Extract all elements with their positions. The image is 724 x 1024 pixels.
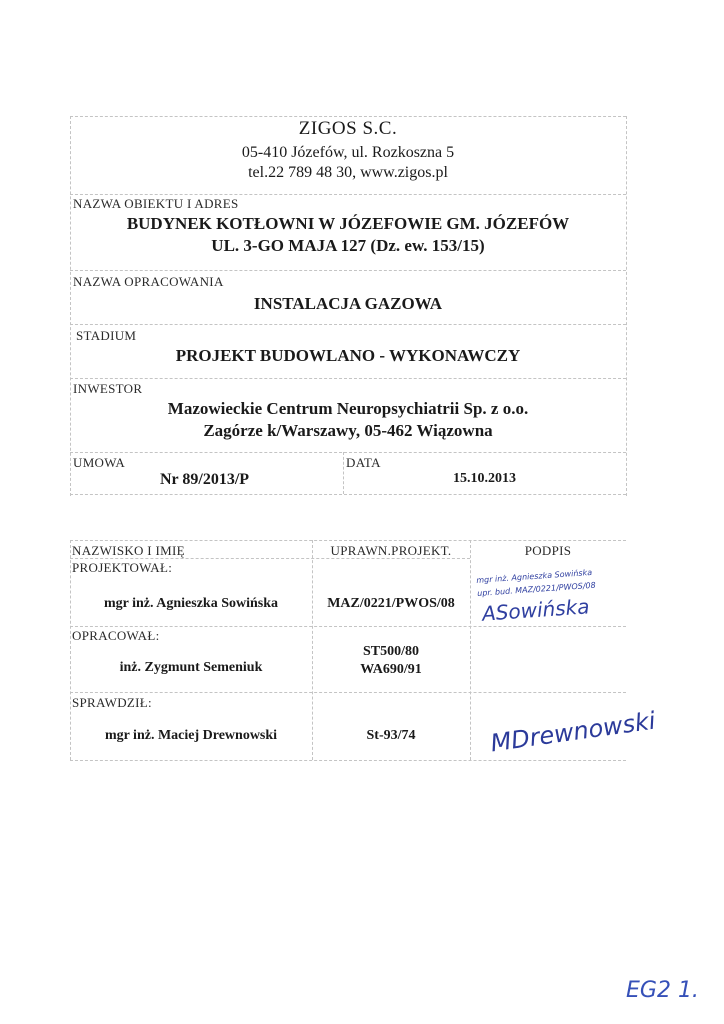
frame-top-line	[70, 116, 626, 117]
row1-role: PROJEKTOWAŁ:	[72, 560, 173, 575]
row2-role: OPRACOWAŁ:	[72, 628, 160, 643]
divider-object	[70, 270, 626, 271]
row1-license: MAZ/0221/PWOS/08	[327, 596, 455, 611]
date-value: 15.10.2013	[453, 471, 516, 486]
company-address: 05-410 Józefów, ul. Rozkoszna 5	[241, 144, 455, 161]
study-value: INSTALACJA GAZOWA	[253, 294, 443, 313]
staff-left-line	[70, 540, 71, 760]
investor-line2: Zagórze k/Warszawy, 05-462 Wiązowna	[203, 421, 493, 440]
stage-value: PROJEKT BUDOWLANO - WYKONAWCZY	[175, 346, 521, 365]
designer-stamp	[476, 566, 627, 598]
header-name: NAZWISKO I IMIĘ	[72, 543, 185, 558]
row2-name: inż. Zygmunt Semeniuk	[119, 660, 263, 675]
frame-bottom-line	[70, 494, 626, 495]
stage-label: STADIUM	[76, 328, 137, 343]
frame-right-line	[626, 116, 627, 496]
stamp-line2: upr. bud. MAZ/0221/PWOS/08	[476, 580, 596, 598]
row3-role: SPRAWDZIŁ:	[72, 695, 152, 710]
stamp-line1: mgr inż. Agnieszka Sowińska	[476, 567, 593, 585]
header-signature: PODPIS	[524, 543, 572, 558]
staff-top-line	[70, 540, 626, 541]
divider-stage	[70, 378, 626, 379]
company-name: ZIGOS S.C.	[298, 118, 398, 139]
study-label: NAZWA OPRACOWANIA	[73, 274, 224, 289]
divider-contract-date	[343, 452, 344, 494]
investor-label: INWESTOR	[73, 381, 143, 396]
staff-bottom-line	[70, 760, 626, 761]
row2-license-line1: ST500/80	[362, 644, 419, 659]
checker-signature: MDrewnowski	[488, 706, 658, 758]
date-label: DATA	[346, 455, 381, 470]
investor-line1: Mazowieckie Centrum Neuropsychiatrii Sp. z o.o.	[167, 399, 529, 418]
company-contact: tel.22 789 48 30, www.zigos.pl	[248, 164, 448, 181]
row3-name: mgr inż. Maciej Drewnowski	[104, 728, 278, 743]
staff-col-signature-line	[470, 540, 471, 760]
object-line1: BUDYNEK KOTŁOWNI W JÓZEFOWIE GM. JÓZEFÓW	[126, 214, 570, 233]
row3-license: St-93/74	[366, 728, 416, 743]
designer-signature: ASowińska	[481, 594, 591, 626]
object-label: NAZWA OBIEKTU I ADRES	[73, 196, 239, 211]
header-license: UPRAWN.PROJEKT.	[330, 543, 452, 558]
divider-investor	[70, 452, 626, 453]
object-line2: UL. 3-GO MAJA 127 (Dz. ew. 153/15)	[211, 236, 485, 255]
row1-name: mgr inż. Agnieszka Sowińska	[104, 596, 278, 611]
row2-license-line2: WA690/91	[360, 662, 422, 677]
divider-company	[70, 194, 626, 195]
contract-value: Nr 89/2013/P	[160, 471, 250, 488]
staff-row2-line	[70, 692, 626, 693]
contract-label: UMOWA	[73, 455, 126, 470]
page-number: EG2 1.	[626, 978, 699, 1003]
divider-study	[70, 324, 626, 325]
staff-row1-line	[70, 626, 626, 627]
